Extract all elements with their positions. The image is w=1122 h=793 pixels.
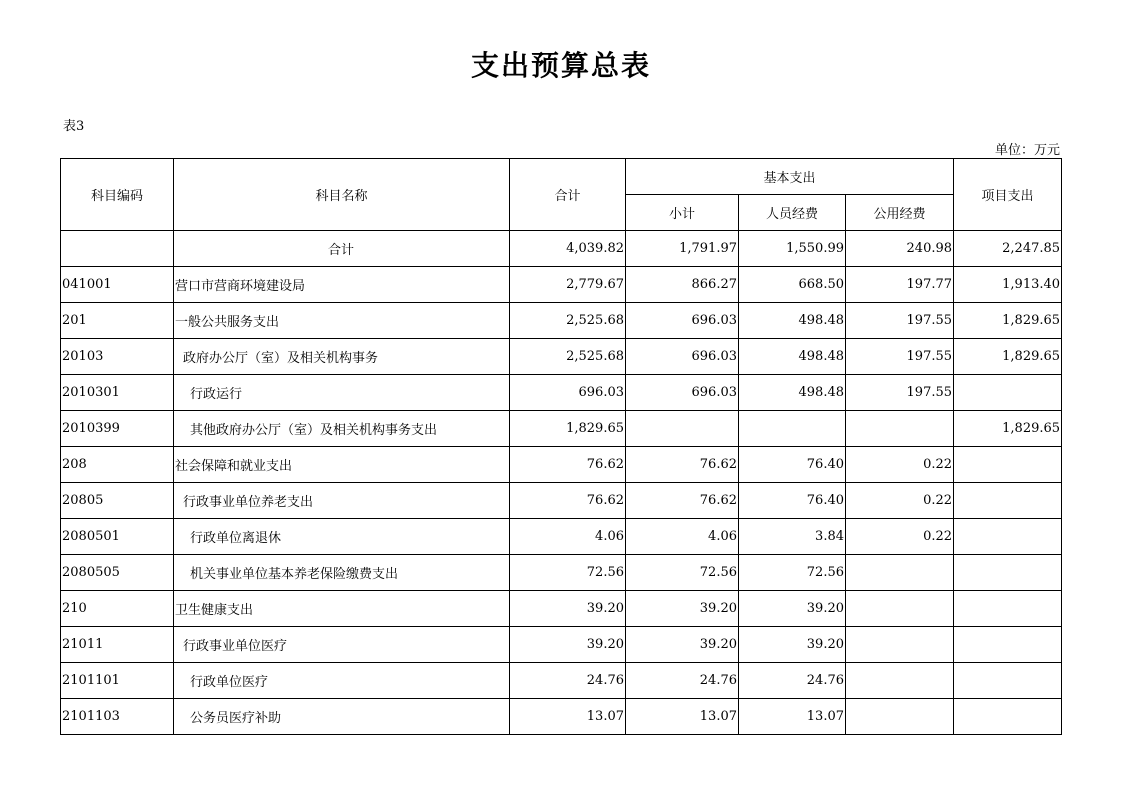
cell-subtotal: 39.20 (626, 591, 739, 627)
table-number: 表3 (63, 119, 85, 134)
table-row (61, 663, 1062, 699)
cell-total: 2,779.67 (510, 267, 626, 303)
cell-project: 1,829.65 (954, 303, 1062, 339)
cell-name: 政府办公厅（室）及相关机构事务 (174, 339, 510, 375)
cell-personnel: 39.20 (739, 627, 846, 663)
cell-subtotal: 72.56 (626, 555, 739, 591)
table-row (61, 411, 1062, 447)
cell-name: 合计 (174, 231, 510, 267)
cell-personnel: 3.84 (739, 519, 846, 555)
cell-project (954, 699, 1062, 735)
header-public: 公用经费 (846, 195, 954, 231)
cell-name: 行政运行 (174, 375, 510, 411)
cell-name: 机关事业单位基本养老保险缴费支出 (174, 555, 510, 591)
cell-project (954, 663, 1062, 699)
cell-subtotal: 696.03 (626, 303, 739, 339)
cell-code: 2080505 (61, 555, 174, 591)
cell-public: 197.55 (846, 375, 954, 411)
cell-personnel: 1,550.99 (739, 231, 846, 267)
cell-subtotal: 696.03 (626, 375, 739, 411)
cell-project (954, 375, 1062, 411)
cell-subtotal: 866.27 (626, 267, 739, 303)
budget-table (60, 158, 1062, 735)
cell-total: 39.20 (510, 627, 626, 663)
table-row (61, 555, 1062, 591)
cell-code: 2101103 (61, 699, 174, 735)
cell-personnel: 24.76 (739, 663, 846, 699)
cell-public: 0.22 (846, 483, 954, 519)
cell-code: 2101101 (61, 663, 174, 699)
cell-name: 其他政府办公厅（室）及相关机构事务支出 (174, 411, 510, 447)
cell-total: 13.07 (510, 699, 626, 735)
cell-project: 1,829.65 (954, 411, 1062, 447)
cell-public: 240.98 (846, 231, 954, 267)
cell-public: 197.55 (846, 303, 954, 339)
cell-code: 208 (61, 447, 174, 483)
cell-public (846, 699, 954, 735)
table-row (61, 591, 1062, 627)
header-code: 科目编码 (61, 159, 174, 231)
cell-name: 行政事业单位医疗 (174, 627, 510, 663)
cell-code: 2010301 (61, 375, 174, 411)
header-project: 项目支出 (954, 159, 1062, 231)
cell-project (954, 483, 1062, 519)
table-row (61, 483, 1062, 519)
cell-subtotal: 76.62 (626, 483, 739, 519)
cell-total: 1,829.65 (510, 411, 626, 447)
cell-total: 24.76 (510, 663, 626, 699)
cell-total: 76.62 (510, 447, 626, 483)
table-row (61, 699, 1062, 735)
cell-public: 197.77 (846, 267, 954, 303)
cell-code: 2010399 (61, 411, 174, 447)
cell-public: 0.22 (846, 519, 954, 555)
cell-total: 72.56 (510, 555, 626, 591)
cell-subtotal: 39.20 (626, 627, 739, 663)
cell-project: 1,913.40 (954, 267, 1062, 303)
cell-personnel: 668.50 (739, 267, 846, 303)
cell-project: 2,247.85 (954, 231, 1062, 267)
cell-total: 76.62 (510, 483, 626, 519)
table-row (61, 339, 1062, 375)
cell-total: 696.03 (510, 375, 626, 411)
cell-name: 行政单位离退休 (174, 519, 510, 555)
cell-code (61, 231, 174, 267)
cell-name: 社会保障和就业支出 (174, 447, 510, 483)
cell-subtotal: 1,791.97 (626, 231, 739, 267)
cell-name: 一般公共服务支出 (174, 303, 510, 339)
header-name: 科目名称 (174, 159, 510, 231)
cell-public (846, 627, 954, 663)
cell-public (846, 555, 954, 591)
cell-subtotal (626, 411, 739, 447)
cell-personnel: 72.56 (739, 555, 846, 591)
cell-code: 21011 (61, 627, 174, 663)
cell-project: 1,829.65 (954, 339, 1062, 375)
cell-total: 2,525.68 (510, 303, 626, 339)
table-row (61, 231, 1062, 267)
cell-code: 20805 (61, 483, 174, 519)
cell-name: 行政单位医疗 (174, 663, 510, 699)
cell-public: 197.55 (846, 339, 954, 375)
table-row (61, 375, 1062, 411)
cell-personnel: 498.48 (739, 303, 846, 339)
cell-project (954, 519, 1062, 555)
cell-personnel: 13.07 (739, 699, 846, 735)
table-row (61, 447, 1062, 483)
table-row (61, 627, 1062, 663)
table-row (61, 267, 1062, 303)
cell-total: 2,525.68 (510, 339, 626, 375)
cell-name: 营口市营商环境建设局 (174, 267, 510, 303)
cell-name: 卫生健康支出 (174, 591, 510, 627)
table-row (61, 519, 1062, 555)
cell-project (954, 447, 1062, 483)
header-total: 合计 (510, 159, 626, 231)
cell-total: 4,039.82 (510, 231, 626, 267)
cell-code: 20103 (61, 339, 174, 375)
cell-personnel: 39.20 (739, 591, 846, 627)
cell-name: 公务员医疗补助 (174, 699, 510, 735)
cell-personnel: 498.48 (739, 339, 846, 375)
cell-total: 4.06 (510, 519, 626, 555)
cell-project (954, 555, 1062, 591)
unit-label: 单位：万元 (994, 143, 1060, 158)
cell-subtotal: 696.03 (626, 339, 739, 375)
table-row (61, 303, 1062, 339)
cell-project (954, 591, 1062, 627)
cell-subtotal: 24.76 (626, 663, 739, 699)
cell-personnel: 76.40 (739, 483, 846, 519)
header-row-1 (61, 159, 1062, 195)
cell-subtotal: 76.62 (626, 447, 739, 483)
cell-public (846, 663, 954, 699)
cell-subtotal: 4.06 (626, 519, 739, 555)
cell-public (846, 591, 954, 627)
cell-project (954, 627, 1062, 663)
header-subtotal: 小计 (626, 195, 739, 231)
cell-personnel: 76.40 (739, 447, 846, 483)
cell-name: 行政事业单位养老支出 (174, 483, 510, 519)
page-title: 支出预算总表 (470, 49, 651, 82)
cell-code: 041001 (61, 267, 174, 303)
cell-code: 201 (61, 303, 174, 339)
header-basic: 基本支出 (626, 159, 954, 195)
cell-public: 0.22 (846, 447, 954, 483)
header-personnel: 人员经费 (739, 195, 846, 231)
cell-personnel: 498.48 (739, 375, 846, 411)
cell-public (846, 411, 954, 447)
cell-subtotal: 13.07 (626, 699, 739, 735)
cell-total: 39.20 (510, 591, 626, 627)
cell-code: 2080501 (61, 519, 174, 555)
cell-code: 210 (61, 591, 174, 627)
cell-personnel (739, 411, 846, 447)
